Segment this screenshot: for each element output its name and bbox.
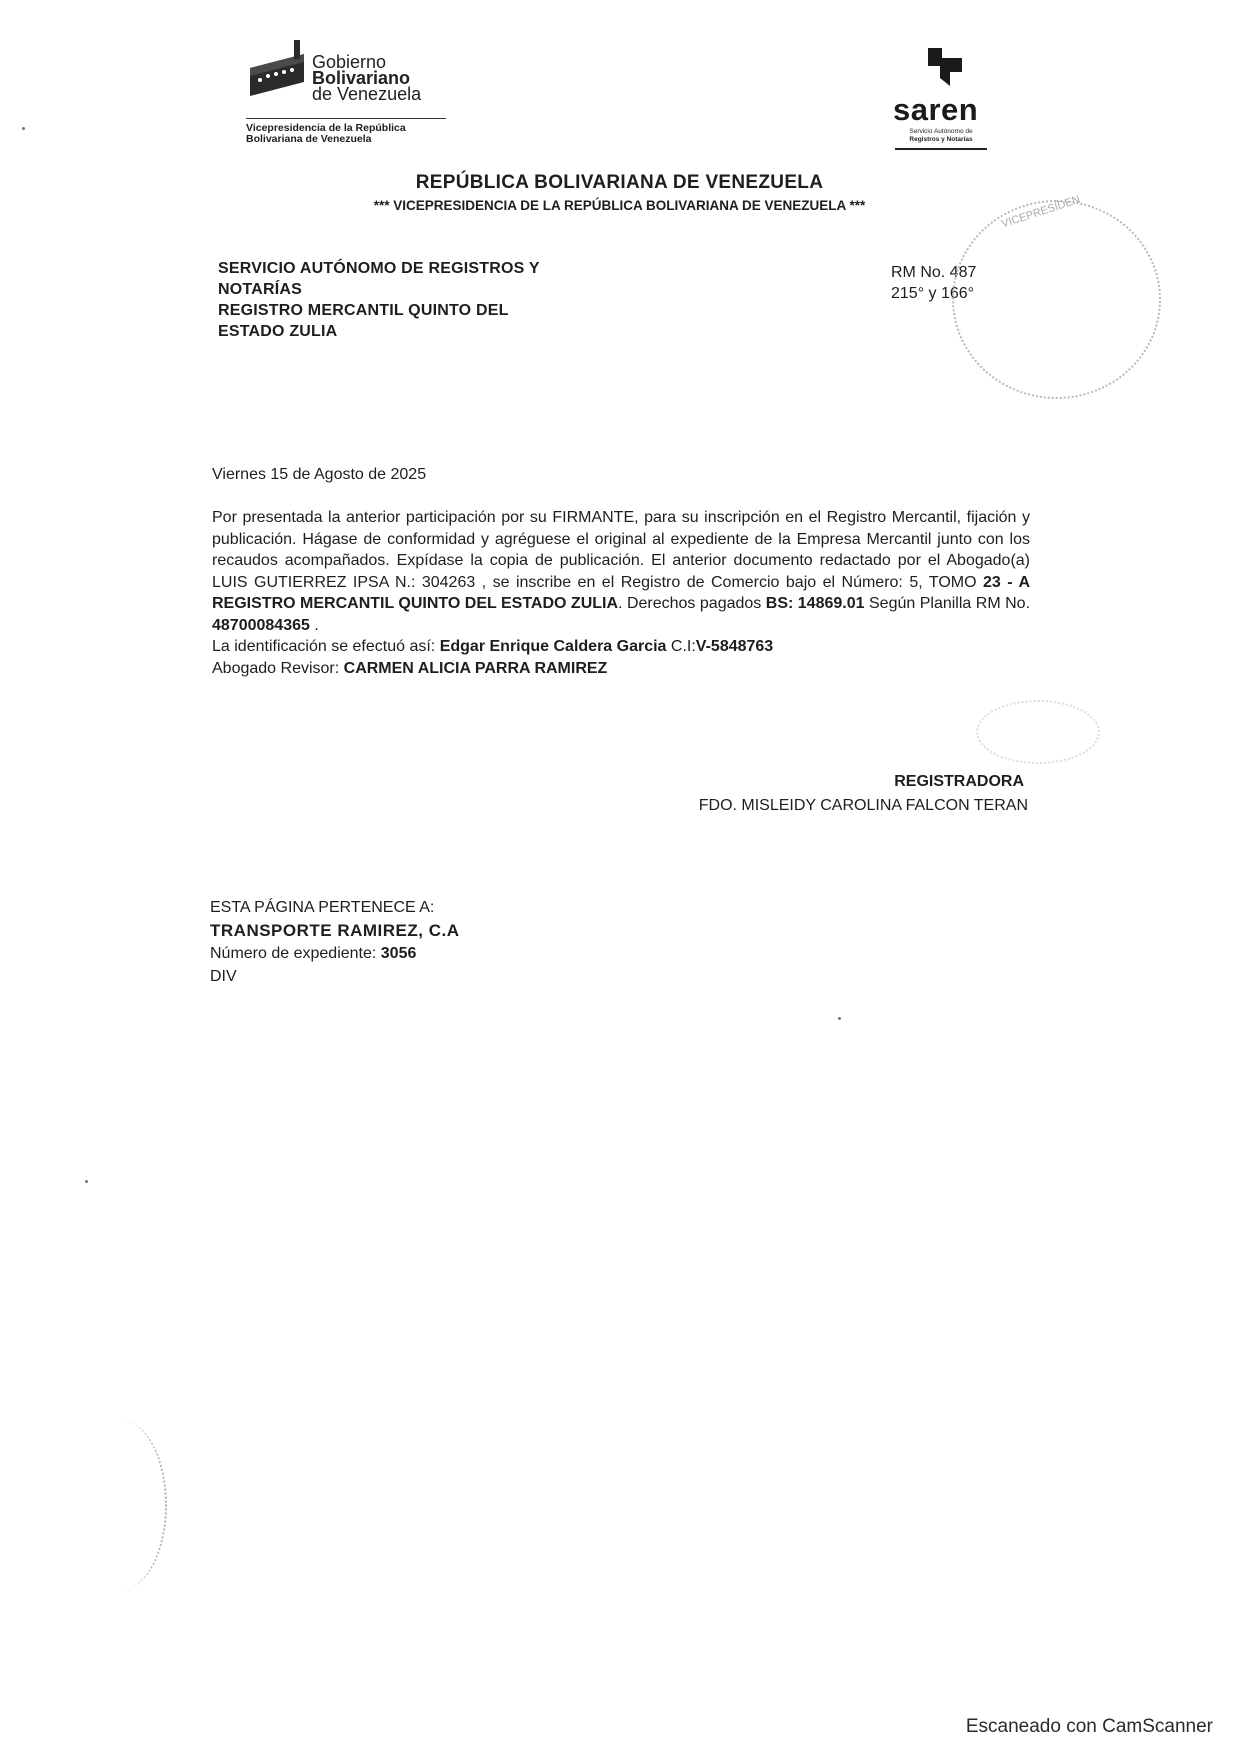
tomo-text: 23 - A REGISTRO MERCANTIL QUINTO DEL ESTADO ZULIA	[212, 573, 1030, 612]
registration-body	[212, 507, 1030, 679]
gov-logo-line1: Gobierno	[312, 52, 387, 72]
saren-logo	[888, 44, 998, 156]
scan-speck	[838, 1017, 841, 1020]
office-line3: REGISTRO MERCANTIL QUINTO DEL	[218, 302, 509, 319]
ci-number: V-5848763	[695, 638, 774, 655]
file-number-label: Número de expediente:	[210, 945, 381, 962]
edge-stamp-mark	[75, 1420, 167, 1590]
identified-person: Edgar Enrique Caldera Garcia	[439, 638, 667, 655]
rm-number: RM No. 487	[891, 264, 977, 281]
office-line2: NOTARÍAS	[218, 281, 302, 298]
faded-stamp-mark	[976, 700, 1100, 764]
scan-speck	[22, 127, 25, 130]
office-line4: ESTADO ZULIA	[218, 323, 338, 340]
reviewer-label: Abogado Revisor:	[212, 659, 344, 677]
office-block	[218, 258, 540, 342]
gov-logo-sub2: Bolivariana de Venezuela	[246, 133, 372, 145]
div-label: DIV	[210, 968, 237, 985]
identification-label: La identificación se efectuó así:	[212, 638, 440, 655]
saren-sub1: Servicio Autónomo de	[909, 128, 973, 135]
belongs-label: ESTA PÁGINA PERTENECE A:	[210, 899, 435, 916]
file-number: 3056	[380, 945, 417, 962]
document-title: REPÚBLICA BOLIVARIANA DE VENEZUELA	[415, 172, 824, 193]
body-text-3: Según Planilla RM No.	[864, 595, 1031, 612]
body-text-2: . Derechos pagados	[618, 595, 766, 612]
signature-name: FDO. MISLEIDY CAROLINA FALCON TERAN	[698, 797, 1028, 814]
saren-emblem-icon	[922, 44, 966, 88]
document-subtitle: *** VICEPRESIDENCIA DE LA REPÚBLICA BOLIVARIANA DE VENEZUELA ***	[373, 198, 866, 213]
body-text-4: .	[309, 616, 319, 634]
fees-paid: BS: 14869.01	[765, 595, 865, 612]
saren-wordmark: saren	[893, 92, 979, 127]
scan-speck	[85, 1180, 88, 1183]
signature-title: REGISTRADORA	[894, 773, 1024, 790]
gov-logo-sub1: Vicepresidencia de la República	[246, 122, 406, 134]
gobierno-bolivariano-logo	[246, 38, 446, 148]
document-date: Viernes 15 de Agosto de 2025	[212, 466, 427, 483]
company-name: TRANSPORTE RAMIREZ, C.A	[210, 921, 460, 940]
rm-years: 215° y 166°	[891, 285, 975, 302]
planilla-number: 48700084365	[212, 616, 310, 634]
reviewer-name: CARMEN ALICIA PARRA RAMIREZ	[343, 659, 608, 677]
saren-sub2: Registros y Notarías	[909, 135, 973, 143]
saren-underline	[895, 148, 987, 150]
camscanner-watermark: Escaneado con CamScanner	[965, 1716, 1213, 1737]
flag-emblem-icon	[246, 38, 308, 104]
page-owner-block	[210, 896, 460, 988]
gov-logo-line2: Bolivariano	[312, 68, 411, 88]
body-text-1: Por presentada la anterior participación por su FIRMANTE, para su inscripción en el Registro Mercantil, fijación y publicación. Hágase de conformidad y agréguese el original al expediente de la Empresa Mercantil junto con los recaudos acompañados. Expídase la copia de publicación. El anterior documento redactado por el Abogado(a) LUIS GUTIERREZ IPSA N.: 304263 , se inscribe en el Registro de Comercio bajo el Número: 5, TOMO	[212, 509, 1030, 591]
stamp-text: VICEPRESIDEN	[1000, 193, 1082, 231]
office-line1: SERVICIO AUTÓNOMO DE REGISTROS Y	[218, 260, 540, 277]
gov-logo-line3: de Venezuela	[312, 84, 422, 104]
official-seal-stamp	[952, 200, 1161, 399]
ci-label: C.I:	[666, 638, 696, 655]
